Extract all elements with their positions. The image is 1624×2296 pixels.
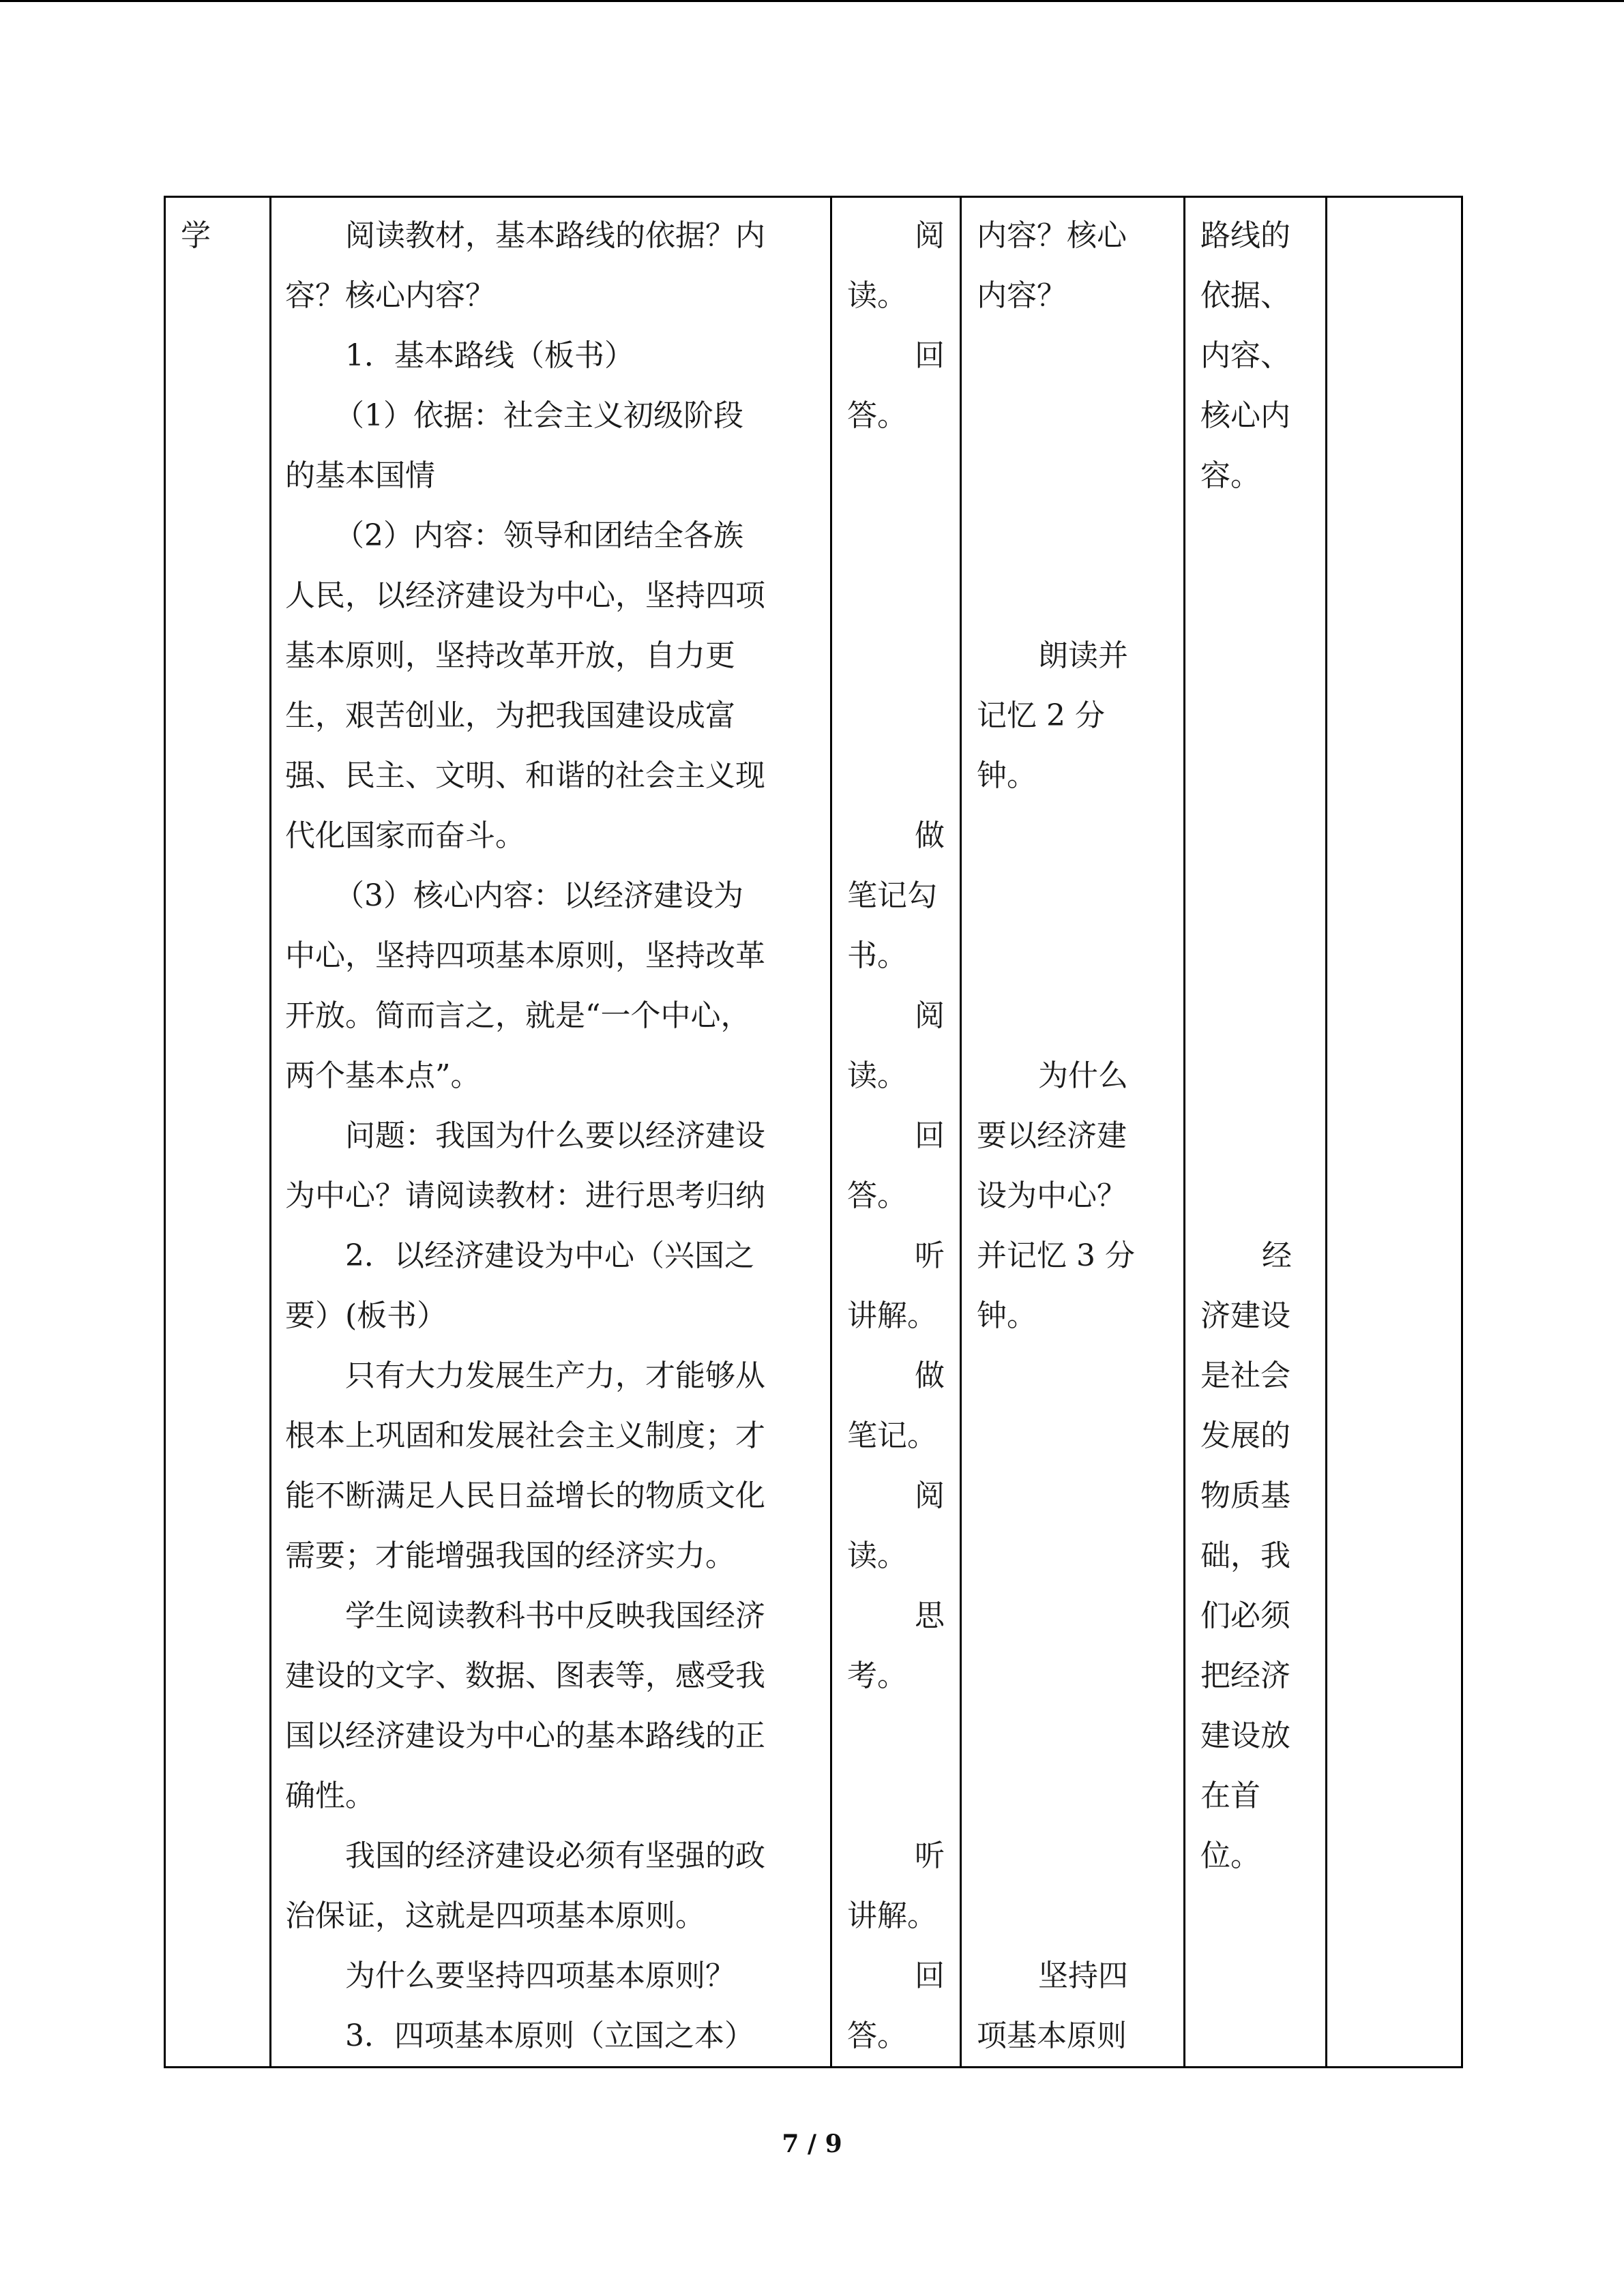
intent-line xyxy=(1185,926,1325,986)
content-line: 为什么要坚持四项基本原则？ xyxy=(345,1958,735,1993)
task-line xyxy=(962,386,1183,446)
intent-line: 发展的 xyxy=(1200,1418,1290,1453)
content-line: 两个基本点”。 xyxy=(285,1058,481,1093)
student-activity-lines xyxy=(832,198,960,2066)
task-line: 内容？ xyxy=(977,278,1067,313)
activity-line: 听 xyxy=(915,1838,945,1873)
content-line: 问题：我国为什么要以经济建设 xyxy=(345,1118,765,1153)
activity-line: 思 xyxy=(915,1598,945,1633)
activity-line xyxy=(832,446,960,506)
content-line: 确性。 xyxy=(285,1778,375,1813)
activity-line: 答。 xyxy=(847,398,907,433)
activity-line: 书。 xyxy=(847,938,907,973)
task-line xyxy=(962,1886,1183,1946)
content-line: （3）核心内容：以经济建设为 xyxy=(334,878,743,913)
content-line: 为中心？请阅读教材：进行思考归纳 xyxy=(285,1178,765,1213)
task-line xyxy=(962,1406,1183,1466)
student-task-cell xyxy=(961,197,1185,2068)
task-line: 朗读并 xyxy=(1038,638,1128,673)
task-line xyxy=(962,806,1183,866)
intent-line: 础，我 xyxy=(1200,1538,1290,1573)
content-line: 阅读教材，基本路线的依据？内 xyxy=(345,218,765,253)
task-line xyxy=(962,446,1183,506)
activity-line: 答。 xyxy=(847,2018,907,2053)
intent-line xyxy=(1185,866,1325,926)
design-intent-lines xyxy=(1185,198,1325,1886)
content-line: 的基本国情 xyxy=(285,458,435,493)
intent-line: 在首 xyxy=(1200,1778,1260,1813)
content-line: 学生阅读教科书中反映我国经济 xyxy=(345,1598,765,1633)
stage-label-cell xyxy=(165,197,271,2068)
activity-line: 做 xyxy=(915,1358,945,1393)
content-line: 2．以经济建设为中心（兴国之 xyxy=(345,1238,754,1273)
activity-line xyxy=(832,746,960,806)
activity-line: 阅 xyxy=(915,218,945,253)
intent-line: 容。 xyxy=(1200,458,1260,493)
content-line: 容？核心内容？ xyxy=(285,278,495,313)
task-line xyxy=(962,1646,1183,1706)
intent-line xyxy=(1185,506,1325,566)
activity-line: 笔记。 xyxy=(847,1418,937,1453)
stage-label-lines xyxy=(166,198,269,266)
activity-line xyxy=(832,566,960,626)
intent-line: 经 xyxy=(1262,1238,1292,1273)
activity-line: 读。 xyxy=(847,278,907,313)
task-line: 设为中心？ xyxy=(977,1178,1127,1213)
task-line xyxy=(962,566,1183,626)
task-line xyxy=(962,1466,1183,1526)
task-line: 钟。 xyxy=(977,758,1037,793)
intent-line xyxy=(1185,566,1325,626)
content-line: 治保证，这就是四项基本原则。 xyxy=(285,1898,705,1933)
table-row xyxy=(165,197,1462,2068)
task-line xyxy=(962,926,1183,986)
intent-line xyxy=(1185,986,1325,1046)
activity-line: 答。 xyxy=(847,1178,907,1213)
task-line: 并记忆 3 分 xyxy=(977,1238,1135,1273)
intent-line xyxy=(1185,806,1325,866)
teaching-content-lines xyxy=(271,198,830,2066)
student-activity-cell xyxy=(831,197,961,2068)
intent-line: 路线的 xyxy=(1200,218,1290,253)
activity-line: 回 xyxy=(915,338,945,373)
student-task-lines xyxy=(962,198,1183,2066)
content-line: 3．四项基本原则（立国之本） xyxy=(345,2018,754,2053)
content-line: 1．基本路线（板书） xyxy=(345,338,634,373)
task-line xyxy=(962,986,1183,1046)
activity-line: 阅 xyxy=(915,1478,945,1513)
task-line xyxy=(962,1526,1183,1586)
intent-line xyxy=(1185,626,1325,686)
task-line: 内容？核心 xyxy=(977,218,1127,253)
intent-line: 是社会 xyxy=(1200,1358,1290,1393)
intent-line xyxy=(1185,1046,1325,1106)
task-line: 钟。 xyxy=(977,1298,1037,1333)
task-line xyxy=(962,506,1183,566)
activity-line: 读。 xyxy=(847,1538,907,1573)
intent-line: 物质基 xyxy=(1200,1478,1290,1513)
intent-line: 建设放 xyxy=(1200,1718,1290,1753)
content-line: 国以经济建设为中心的基本路线的正 xyxy=(285,1718,765,1753)
intent-line: 内容、 xyxy=(1200,338,1290,373)
content-line: 建设的文字、数据、图表等，感受我 xyxy=(285,1658,765,1693)
intent-line xyxy=(1185,686,1325,746)
content-line: 中心，坚持四项基本原则，坚持改革 xyxy=(285,938,765,973)
activity-line xyxy=(832,1706,960,1766)
task-line xyxy=(962,1826,1183,1886)
content-line: 根本上巩固和发展社会主义制度；才 xyxy=(285,1418,765,1453)
activity-line: 听 xyxy=(915,1238,945,1273)
activity-line: 回 xyxy=(915,1118,945,1153)
content-line: 生，艰苦创业，为把我国建设成富 xyxy=(285,698,735,733)
content-line: 只有大力发展生产力，才能够从 xyxy=(345,1358,765,1393)
task-line: 要以经济建 xyxy=(977,1118,1127,1153)
teaching-content-cell xyxy=(271,197,831,2068)
activity-line xyxy=(832,506,960,566)
intent-line: 济建设 xyxy=(1200,1298,1290,1333)
activity-line: 讲解。 xyxy=(847,1298,937,1333)
task-line xyxy=(962,1346,1183,1406)
content-line: 代化国家而奋斗。 xyxy=(285,818,525,853)
content-line: 开放。简而言之，就是“一个中心， xyxy=(285,998,751,1033)
intent-line: 依据、 xyxy=(1200,278,1290,313)
intent-line: 核心内 xyxy=(1200,398,1290,433)
page-number: 7 / 9 xyxy=(782,2130,842,2158)
task-line xyxy=(962,1766,1183,1826)
task-line xyxy=(962,1586,1183,1646)
empty-cell xyxy=(1327,197,1462,2068)
activity-line: 回 xyxy=(915,1958,945,1993)
intent-line: 们必须 xyxy=(1200,1598,1290,1633)
intent-line: 把经济 xyxy=(1200,1658,1290,1693)
content-line: （2）内容：领导和团结全各族 xyxy=(334,518,743,553)
content-line: 人民，以经济建设为中心，坚持四项 xyxy=(285,578,765,613)
activity-line: 笔记勾 xyxy=(847,878,937,913)
content-line: 要）(板书） xyxy=(285,1298,447,1333)
task-line xyxy=(962,1706,1183,1766)
activity-line xyxy=(832,1766,960,1826)
page-top-border xyxy=(0,0,1624,2)
content-line: 我国的经济建设必须有坚强的政 xyxy=(345,1838,765,1873)
activity-line: 做 xyxy=(915,818,945,853)
content-line: （1）依据：社会主义初级阶段 xyxy=(334,398,743,433)
task-line: 项基本原则 xyxy=(977,2018,1127,2053)
activity-line: 阅 xyxy=(915,998,945,1033)
intent-line xyxy=(1185,1166,1325,1226)
intent-line xyxy=(1185,1106,1325,1166)
content-line: 需要；才能增强我国的经济实力。 xyxy=(285,1538,735,1573)
activity-line xyxy=(832,626,960,686)
activity-line: 考。 xyxy=(847,1658,907,1693)
activity-line: 讲解。 xyxy=(847,1898,937,1933)
activity-line xyxy=(832,686,960,746)
task-line: 记忆 2 分 xyxy=(977,698,1105,733)
task-line xyxy=(962,326,1183,386)
content-line: 基本原则，坚持改革开放，自力更 xyxy=(285,638,735,673)
intent-line xyxy=(1185,746,1325,806)
task-line: 坚持四 xyxy=(1038,1958,1128,1993)
content-line: 强、民主、文明、和谐的社会主义现 xyxy=(285,758,765,793)
task-line xyxy=(962,866,1183,926)
content-line: 能不断满足人民日益增长的物质文化 xyxy=(285,1478,765,1513)
stage-label: 学 xyxy=(181,218,211,253)
lesson-plan-table xyxy=(164,196,1463,2068)
design-intent-cell xyxy=(1185,197,1327,2068)
task-line: 为什么 xyxy=(1038,1058,1128,1093)
activity-line: 读。 xyxy=(847,1058,907,1093)
intent-line: 位。 xyxy=(1200,1838,1260,1873)
